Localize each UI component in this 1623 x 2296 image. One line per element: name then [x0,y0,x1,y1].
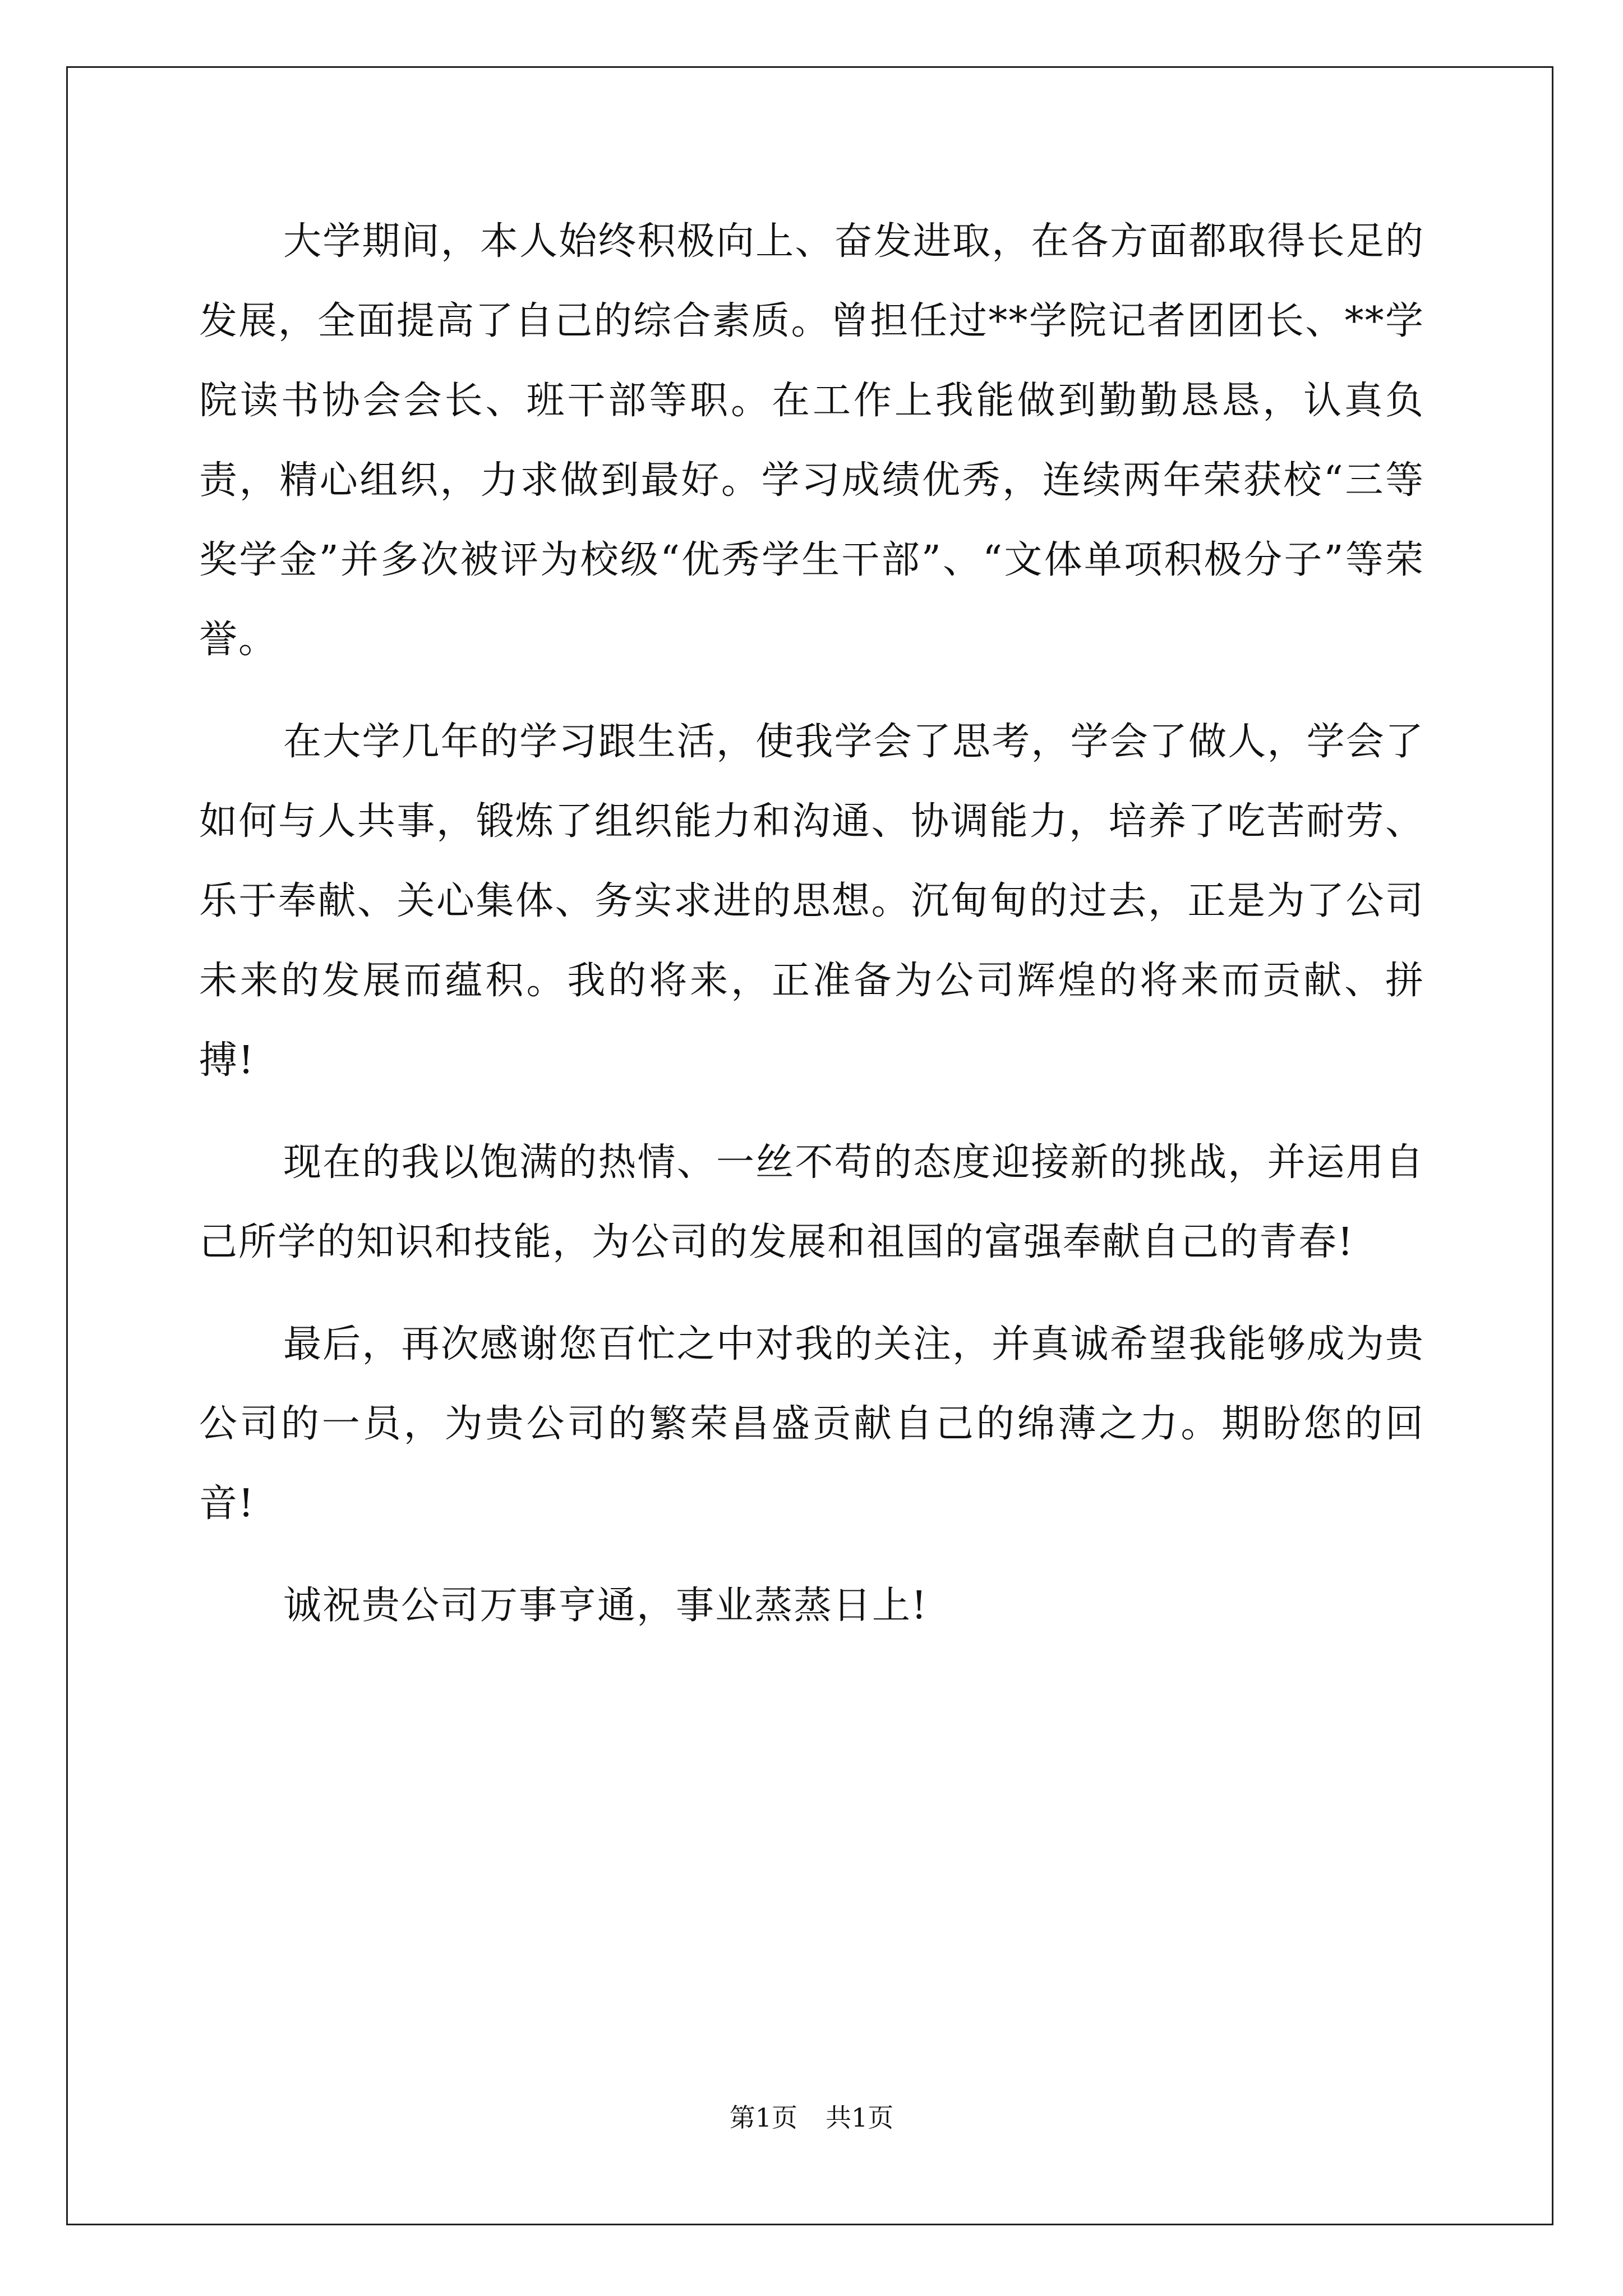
page-number: 第1页 [729,2102,797,2133]
paragraph-present: 现在的我以饱满的热情、一丝不苟的态度迎接新的挑战，并运用自己所学的知识和技能，为公司的发展和祖国的富强奉献自己的青春! [199,1140,1424,1264]
document-body [199,202,1424,1646]
page-total: 共1页 [826,2102,894,2133]
paragraph-growth: 在大学几年的学习跟生活，使我学会了思考，学会了做人，学会了如何与人共事，锻炼了组织能力和沟通、协调能力，培养了吃苦耐劳、乐于奉献、关心集体、务实求进的思想。沉甸甸的过去，正是为了公司未来的发展而蕴积。我的将来，正准备为公司辉煌的将来而贡献、拼搏! [199,720,1424,1083]
page-footer [0,2101,1623,2134]
paragraph-closing: 最后，再次感谢您百忙之中对我的关注，并真诚希望我能够成为贵公司的一员，为贵公司的繁荣昌盛贡献自己的绵薄之力。期盼您的回音! [199,1322,1424,1526]
paragraph-wishes: 诚祝贵公司万事亨通，事业蒸蒸日上! [283,1584,928,1628]
paragraph-education: 大学期间，本人始终积极向上、奋发进取，在各方面都取得长足的发展，全面提高了自己的综合素质。曾担任过**学院记者团团长、**学院读书协会会长、班干部等职。在工作上我能做到勤勤恳恳，认真负责，精心组织，力求做到最好。学习成绩优秀，连续两年荣获校“三等奖学金”并多次被评为校级“优秀学生干部”、“文体单项积极分子”等荣誉。 [199,219,1424,662]
